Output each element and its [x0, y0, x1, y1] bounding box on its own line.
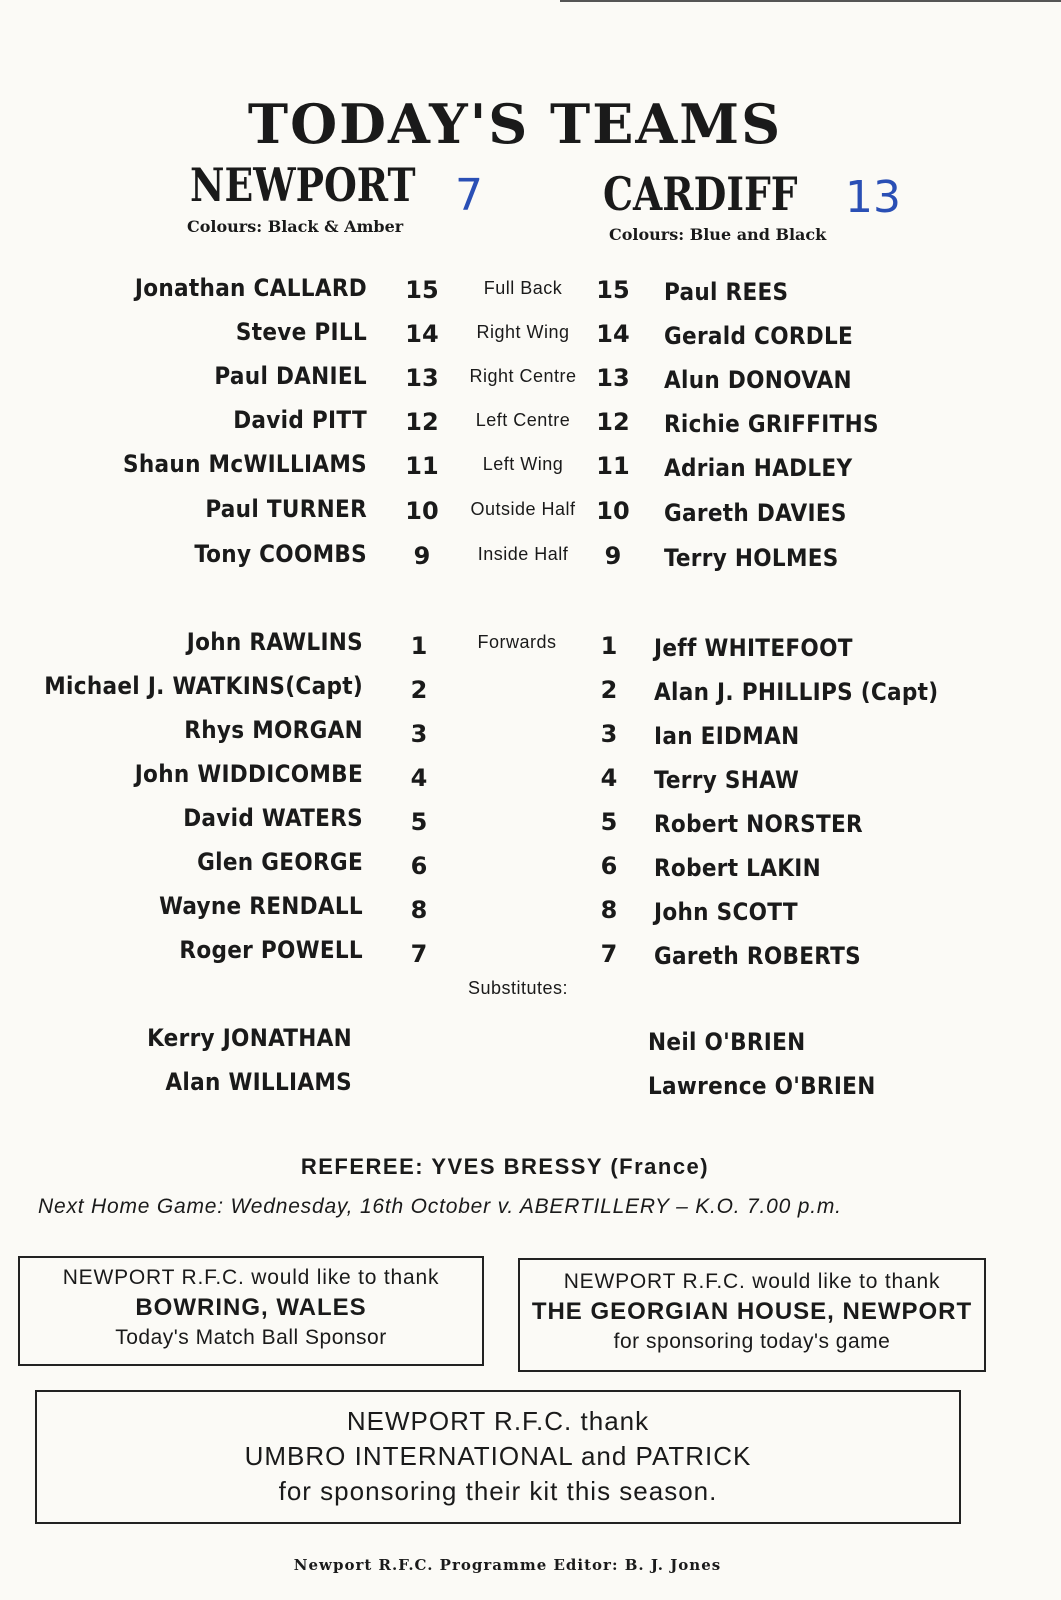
- referee: REFEREE: YVES BRESSY (France): [300, 1154, 710, 1179]
- home-player-number: 9: [413, 542, 431, 570]
- position-label: Full Back: [483, 278, 563, 298]
- away-substitute-name: Neil O'BRIEN: [648, 1028, 806, 1056]
- away-player-name: Ian EIDMAN: [654, 722, 800, 750]
- away-player-number: 11: [596, 452, 630, 480]
- position-label: Inside Half: [477, 544, 569, 564]
- home-player-number: 13: [405, 364, 439, 392]
- home-substitute-name: Alan WILLIAMS: [165, 1068, 352, 1096]
- away-player-number: 7: [600, 940, 618, 968]
- away-player-name: Robert LAKIN: [654, 854, 821, 882]
- away-player-name: Terry SHAW: [654, 766, 800, 794]
- position-label: Left Centre: [475, 410, 571, 430]
- sponsor-line: NEWPORT R.F.C. thank: [346, 1406, 650, 1436]
- away-player-name: Terry HOLMES: [664, 544, 839, 572]
- away-player-number: 2: [600, 676, 618, 704]
- home-player-name: John RAWLINS: [186, 628, 363, 656]
- home-player-name: Steve PILL: [235, 318, 367, 346]
- away-player-name: Gareth DAVIES: [664, 499, 847, 527]
- away-player-number: 1: [600, 632, 618, 660]
- home-player-name: Michael J. WATKINS(Capt): [44, 672, 363, 700]
- away-player-number: 10: [596, 497, 630, 525]
- home-player-number: 15: [405, 276, 439, 304]
- away-player-number: 14: [596, 320, 630, 348]
- away-player-name: Gerald CORDLE: [664, 322, 854, 350]
- home-substitute-name: Kerry JONATHAN: [147, 1024, 352, 1052]
- away-player-number: 9: [604, 542, 622, 570]
- away-player-number: 5: [600, 808, 618, 836]
- away-player-name: Gareth ROBERTS: [654, 942, 862, 970]
- away-player-name: Adrian HADLEY: [664, 454, 853, 482]
- home-player-name: John WIDDICOMBE: [134, 760, 363, 788]
- position-label: Outside Half: [470, 499, 576, 519]
- home-player-name: David PITT: [233, 406, 367, 434]
- away-player-name: Richie GRIFFITHS: [664, 410, 879, 438]
- home-player-number: 10: [405, 497, 439, 525]
- home-player-number: 8: [410, 896, 428, 924]
- home-player-name: Paul TURNER: [205, 495, 367, 523]
- position-label: Right Centre: [469, 366, 577, 386]
- home-player-number: 5: [410, 808, 428, 836]
- away-player-number: 3: [600, 720, 618, 748]
- home-player-name: David WATERS: [183, 804, 363, 832]
- sponsor-line: for sponsoring their kit this season.: [278, 1476, 718, 1506]
- away-substitute-name: Lawrence O'BRIEN: [648, 1072, 876, 1100]
- sponsor-line: NEWPORT R.F.C. would like to thank: [563, 1270, 941, 1293]
- home-player-name: Glen GEORGE: [197, 848, 363, 876]
- away-player-name: Robert NORSTER: [654, 810, 863, 838]
- sponsor-box-match-ball: [18, 1256, 484, 1366]
- away-player-name: John SCOTT: [654, 898, 798, 926]
- away-player-number: 6: [600, 852, 618, 880]
- away-player-name: Jeff WHITEFOOT: [654, 634, 853, 662]
- sponsor-line: NEWPORT R.F.C. would like to thank: [62, 1266, 440, 1289]
- top-rule: [560, 0, 1061, 2]
- home-player-name: Paul DANIEL: [214, 362, 367, 390]
- home-player-number: 6: [410, 852, 428, 880]
- home-colours: Colours: Black & Amber: [187, 217, 404, 236]
- home-player-number: 2: [410, 676, 428, 704]
- forwards-label: Forwards: [477, 632, 557, 652]
- home-player-name: Wayne RENDALL: [159, 892, 363, 920]
- home-player-number: 11: [405, 452, 439, 480]
- sponsor-name: THE GEORGIAN HOUSE, NEWPORT: [531, 1298, 973, 1325]
- programme-editor: Newport R.F.C. Programme Editor: B. J. Jones: [293, 1556, 722, 1574]
- away-team-name: CARDIFF: [603, 167, 798, 221]
- home-player-number: 7: [410, 940, 428, 968]
- sponsor-box-kit: [35, 1390, 961, 1524]
- home-player-name: Rhys MORGAN: [184, 716, 363, 744]
- home-player-name: Roger POWELL: [179, 936, 363, 964]
- position-label: Right Wing: [476, 322, 570, 342]
- sponsor-name: BOWRING, WALES: [135, 1294, 367, 1321]
- home-player-number: 14: [405, 320, 439, 348]
- away-colours: Colours: Blue and Black: [609, 225, 827, 244]
- page-title: TODAY'S TEAMS: [247, 92, 783, 156]
- next-home-game: Next Home Game: Wednesday, 16th October v. ABERTILLERY – K.O. 7.00 p.m.: [38, 1195, 842, 1218]
- sponsor-box-game: [518, 1258, 986, 1372]
- away-player-number: 13: [596, 364, 630, 392]
- away-player-number: 12: [596, 408, 630, 436]
- sponsor-name: UMBRO INTERNATIONAL and PATRICK: [244, 1441, 752, 1471]
- sponsor-line: for sponsoring today's game: [613, 1330, 891, 1353]
- away-player-name: Alan J. PHILLIPS (Capt): [654, 678, 939, 706]
- home-player-number: 4: [410, 764, 428, 792]
- home-player-number: 12: [405, 408, 439, 436]
- away-player-number: 4: [600, 764, 618, 792]
- home-team-name: NEWPORT: [190, 158, 416, 212]
- home-player-name: Jonathan CALLARD: [134, 274, 367, 302]
- away-player-number: 8: [600, 896, 618, 924]
- home-player-name: Shaun McWILLIAMS: [123, 450, 367, 478]
- away-player-name: Alun DONOVAN: [664, 366, 852, 394]
- away-player-number: 15: [596, 276, 630, 304]
- home-player-name: Tony COOMBS: [194, 540, 367, 568]
- home-player-number: 1: [410, 632, 428, 660]
- away-player-name: Paul REES: [664, 278, 789, 306]
- substitutes-label: Substitutes:: [467, 978, 569, 998]
- position-label: Left Wing: [482, 454, 564, 474]
- home-score: 7: [455, 170, 483, 221]
- sponsor-line: Today's Match Ball Sponsor: [115, 1326, 387, 1349]
- home-player-number: 3: [410, 720, 428, 748]
- away-score: 13: [845, 172, 901, 223]
